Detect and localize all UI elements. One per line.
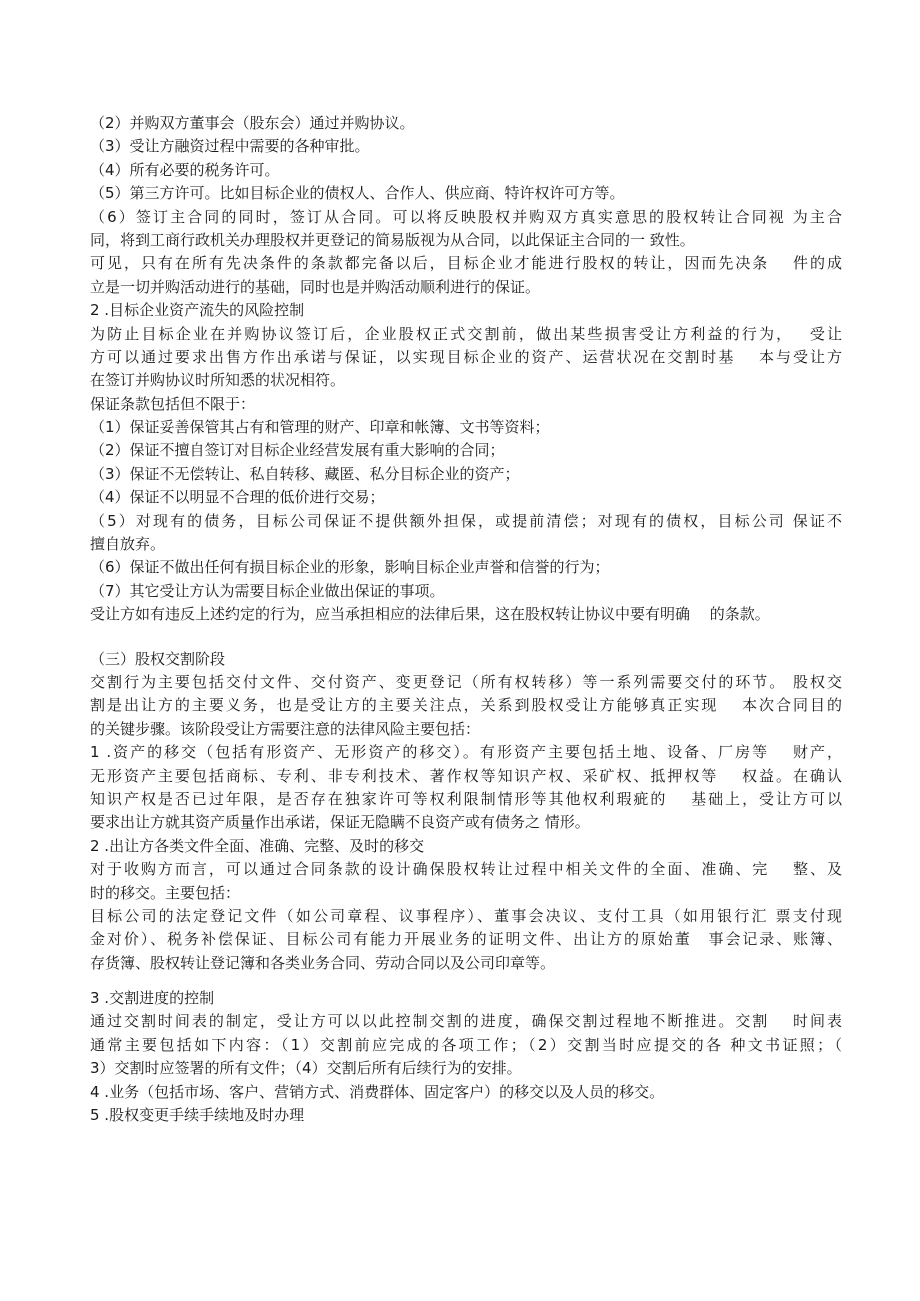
text-line: 在签订并购协议时所知悉的状况相符。 bbox=[90, 371, 346, 390]
text-line: （5）第三方许可。比如目标企业的债权人、合作人、供应商、特许权许可方等。 bbox=[90, 184, 625, 203]
text-line: （3）受让方融资过程中需要的各种审批。 bbox=[90, 137, 370, 156]
text-line: （4）所有必要的税务许可。 bbox=[90, 160, 280, 179]
text-line: 同，将到工商行政机关办理股权并更登记的简易版视为从合同，以此保证主合同的一 致性。 bbox=[90, 230, 695, 249]
list-item: （1）保证妥善保管其占有和管理的财产、印章和帐簿、文书等资料； bbox=[90, 418, 550, 437]
text-line: 方可以通过要求出售方作出承诺与保证，以实现目标企业的资产、运营状况在交割时基 本与受让方 bbox=[90, 347, 842, 366]
text-line: 3）交割时应签署的所有文件；（4）交割后所有后续行为的安排。 bbox=[90, 1059, 522, 1078]
text-line: 立是一切并购活动进行的基础，同时也是并购活动顺利进行的保证。 bbox=[90, 277, 541, 296]
section-heading: 2 .目标企业资产流失的风险控制 bbox=[90, 301, 305, 320]
list-item: （5）对现有的债务，目标公司保证不提供额外担保，或提前清偿；对现有的债权，目标公司 保证不 bbox=[90, 511, 842, 530]
text-line: 通常主要包括如下内容：（1）交割前应完成的各项工作；（2）交割当时应提交的各 种文书证照；（ bbox=[90, 1035, 842, 1054]
text-line: 金对价）、税务补偿保证、目标公司有能力开展业务的证明文件、出让方的原始董 事会记录、账簿、 bbox=[90, 930, 842, 949]
text-line: （6）签订主合同的同时，签订从合同。可以将反映股权并购双方真实意思的股权转让合同视 为主合 bbox=[90, 207, 842, 226]
text-line: 受让方如有违反上述约定的行为，应当承担相应的法律后果，这在股权转让协议中要有明确 的条款。 bbox=[90, 605, 770, 624]
list-item: （3）保证不无偿转让、私自转移、藏匿、私分目标企业的资产； bbox=[90, 464, 520, 483]
section-heading: 4 .业务（包括市场、客户、营销方式、消费群体、固定客户）的移交以及人员的移交。 bbox=[90, 1082, 665, 1101]
text-line: 要求出让方就其资产质量作出承诺，保证无隐瞒不良资产或有债务之 情形。 bbox=[90, 813, 590, 832]
section-heading: 2 .出让方各类文件全面、准确、完整、及时的移交 bbox=[90, 836, 425, 855]
text-line: 1 .资产的移交（包括有形资产、无形资产的移交）。有形资产主要包括土地、设备、厂房等 财产， bbox=[90, 743, 842, 762]
text-line: 目标公司的法定登记文件（如公司章程、议事程序）、董事会决议、支付工具（如用银行汇 票支付现 bbox=[90, 906, 842, 925]
text-line: 可见，只有在所有先决条件的条款都完备以后，目标企业才能进行股权的转让，因而先决条 件的成 bbox=[90, 254, 842, 273]
text-line: 知识产权是否已过年限，是否存在独家许可等权利限制情形等其他权利瑕疵的 基础上，受让方可以 bbox=[90, 789, 842, 808]
document-body bbox=[90, 112, 842, 1127]
text-line: 保证条款包括但不限于： bbox=[90, 394, 256, 413]
section-heading: （三）股权交割阶段 bbox=[90, 649, 226, 668]
text-line: 割是出让方的主要义务，也是受让方的主要关注点，关系到股权受让方能够真正实现 本次合同目的 bbox=[90, 696, 842, 715]
list-item: （2）保证不擅自签订对目标企业经营发展有重大影响的合同； bbox=[90, 441, 505, 460]
list-item: （4）保证不以明显不合理的低价进行交易； bbox=[90, 488, 385, 507]
text-line: （2）并购双方董事会（股东会）通过并购协议。 bbox=[90, 114, 415, 132]
text-line: 的关键步骤。该阶段受让方需要注意的法律风险主要包括： bbox=[90, 719, 481, 738]
text-line: 存货簿、股权转让登记簿和各类业务合同、劳动合同以及公司印章等。 bbox=[90, 953, 556, 972]
list-item: （7）其它受让方认为需要目标企业做出保证的事项。 bbox=[90, 581, 445, 600]
section-heading: 5 .股权变更手续手续地及时办理 bbox=[90, 1106, 305, 1125]
text-line: 擅自放弃。 bbox=[90, 535, 166, 554]
paragraph-gap bbox=[90, 627, 842, 648]
text-line: 无形资产主要包括商标、专利、非专利技术、著作权等知识产权、采矿权、抵押权等 权益。在确认 bbox=[90, 766, 842, 785]
section-heading: 3 .交割进度的控制 bbox=[90, 989, 215, 1008]
paragraph-gap bbox=[90, 975, 842, 987]
text-line: 交割行为主要包括交付文件、交付资产、变更登记（所有权转移）等一系列需要交付的环节。 股权交 bbox=[90, 672, 842, 691]
text-line: 为防止目标企业在并购协议签订后，企业股权正式交割前，做出某些损害受让方利益的行为， 受让 bbox=[90, 324, 842, 343]
text-line: 通过交割时间表的制定，受让方可以以此控制交割的进度，确保交割过程地不断推进。交割 时间表 bbox=[90, 1012, 842, 1031]
list-item: （6）保证不做出任何有损目标企业的形象，影响目标企业声誉和信誉的行为； bbox=[90, 558, 610, 577]
text-line: 时的移交。主要包括： bbox=[90, 883, 241, 902]
text-line: 对于收购方而言，可以通过合同条款的设计确保股权转让过程中相关文件的全面、准确、完 整、及 bbox=[90, 860, 842, 879]
